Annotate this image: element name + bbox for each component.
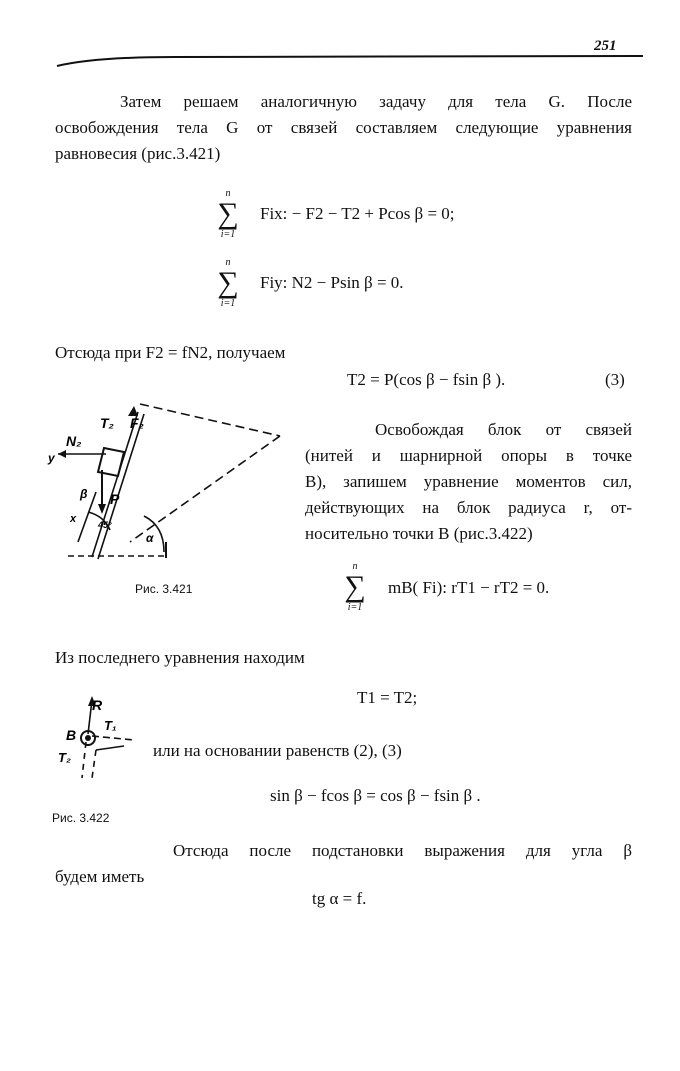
label-n2: N₂	[66, 433, 82, 449]
t1-line	[92, 736, 134, 740]
equation-t2: T2 = P(cos β − fsin β ).	[347, 370, 506, 389]
intro-line-1: Затем решаем аналогичную задачу для тела G. После	[120, 92, 632, 111]
t2-line	[82, 742, 86, 778]
final-line-2: будем иметь	[55, 867, 145, 886]
equation-fx: Fix: − F2 − T2 + Pcos β = 0;	[260, 204, 455, 223]
sum-upper: n	[225, 257, 231, 268]
label-f2: F₂	[130, 415, 144, 431]
intro-line-3: равновесия (рис.3.421)	[55, 144, 221, 163]
dashed-side-diagonal	[130, 436, 280, 542]
page-number: 251	[594, 38, 617, 54]
right-para-line-1: Освобождая блок от связей	[375, 420, 632, 439]
label-y: y	[48, 451, 55, 465]
label-t1: T₁	[104, 718, 117, 733]
label-45: 45°	[98, 520, 112, 530]
final-line-1: Отсюда после подстановки выражения для угла β	[173, 841, 632, 860]
fig2-caption: Рис. 3.422	[52, 811, 110, 825]
sum-upper: n	[352, 561, 358, 572]
equation-fy: Fiy: N2 − Psin β = 0.	[260, 273, 404, 292]
label-t2: T₂	[100, 415, 114, 431]
sigma: ∑	[217, 197, 239, 230]
right-para-line-4: действующих на блок радиуса r, от-	[305, 498, 632, 517]
or-text: или на основании равенств (2), (3)	[153, 741, 402, 760]
figure-3-421	[40, 392, 290, 572]
sigma: ∑	[217, 266, 239, 299]
from-last-text: Из последнего уравнения находим	[55, 648, 305, 667]
fig1-caption: Рис. 3.421	[135, 582, 193, 596]
label-beta: β	[80, 487, 88, 501]
right-para-line-2: (нитей и шарнирной опоры в точке	[305, 446, 632, 465]
equation-final: tg α = f.	[312, 889, 367, 908]
sum-lower: i=1	[220, 298, 236, 309]
sum-1	[208, 188, 248, 240]
right-para-line-3: B), запишем уравнение моментов сил,	[305, 472, 632, 491]
label-r: R	[92, 697, 103, 713]
equation-number: (3)	[605, 370, 625, 389]
equation-moment: mB( Fi): rT1 − rT2 = 0.	[388, 578, 550, 597]
label-alpha: α	[146, 531, 154, 545]
right-para-line-5: носительно точки B (рис.3.422)	[305, 524, 533, 543]
sum-lower: i=1	[220, 229, 236, 240]
intro-line-2: освобождения тела G от связей составляем следующие уравнения	[55, 118, 632, 137]
dashed-side-top	[140, 404, 280, 436]
rod-line	[92, 412, 138, 557]
y-arrow-head	[58, 450, 66, 458]
label-p: P	[110, 491, 120, 507]
pulley-center	[85, 735, 91, 741]
equation-sin: sin β − fcos β = cos β − fsin β .	[270, 786, 481, 805]
hence-text: Отсюда при F2 = fN2, получаем	[55, 343, 286, 362]
sigma: ∑	[344, 570, 366, 603]
sum-upper: n	[225, 188, 231, 199]
header-rule	[55, 54, 645, 68]
rope-line	[92, 750, 96, 778]
sum-2	[208, 257, 248, 309]
equation-t1-t2: T1 = T2;	[357, 688, 418, 707]
label-t2: T₂	[58, 750, 71, 765]
sum-lower: i=1	[347, 602, 363, 613]
sum-3	[335, 561, 375, 613]
figure-3-422	[52, 690, 142, 790]
label-b: B	[66, 727, 77, 743]
p-arrow-head	[98, 504, 106, 514]
label-x: x	[70, 513, 77, 525]
rope-top-line	[96, 746, 124, 750]
